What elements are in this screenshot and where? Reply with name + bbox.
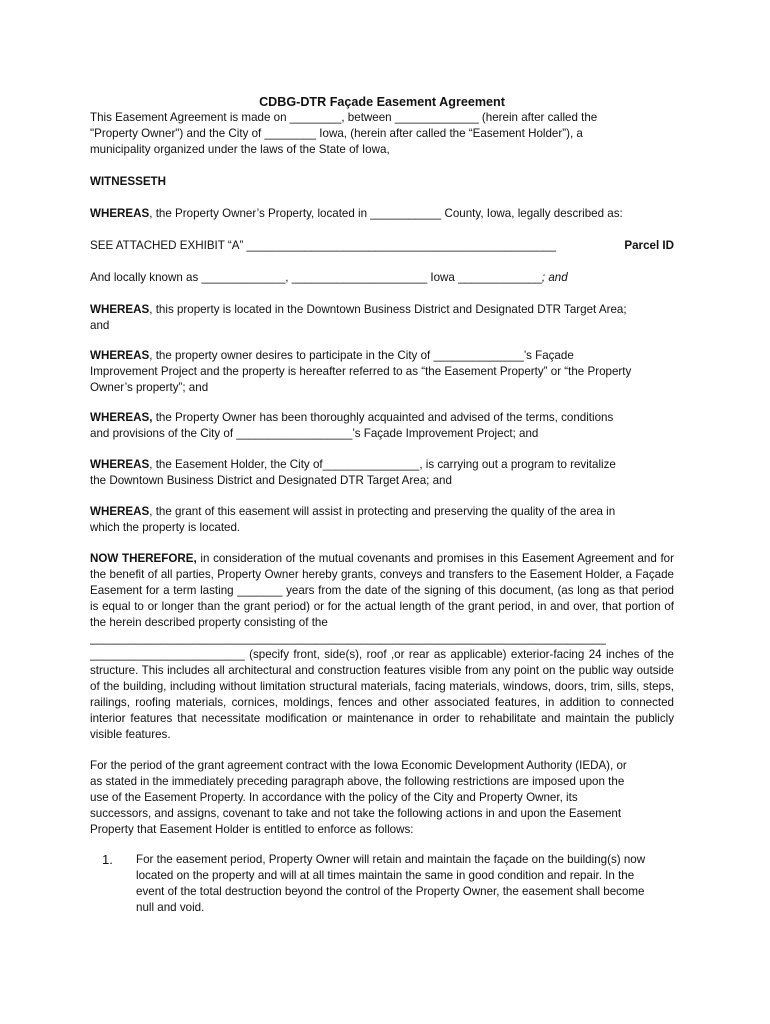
witnesseth-heading: WITNESSETH: [90, 175, 167, 188]
exhibit-line: [90, 238, 674, 254]
whereas-paragraph-4: WHEREAS, the Property Owner has been thoroughly acquainted and advised of the terms, conditions and provisions of the City of __________________’s Façade Improvement Project; and: [90, 411, 614, 440]
whereas-paragraph-3: WHEREAS, the property owner desires to participate in the City of ______________’s Façade Improvement Project and the property is hereafter referred to as “the Easement Property” or “the Property Owner’s property”; and: [90, 349, 632, 394]
intro-line: This Easement Agreement is made on ________, between _____________ (herein after called the: [90, 111, 598, 124]
whereas-paragraph-5: WHEREAS, the Easement Holder, the City of_______________, is carrying out a program to revitalize the Downtown Business District and Designated DTR Target Area; and: [90, 458, 616, 487]
now-therefore-label: NOW THEREFORE,: [90, 552, 197, 565]
intro-line: "Property Owner") and the City of ________ Iowa, (herein after called the “Easement Holder”), a: [90, 127, 583, 140]
blank-line: ________________________________________________________________________________: [90, 632, 606, 645]
whereas-label: WHEREAS: [90, 349, 150, 362]
document-title: CDBG-DTR Façade Easement Agreement: [259, 95, 505, 109]
list-number: 1.: [102, 852, 113, 867]
exhibit-text: SEE ATTACHED EXHIBIT “A” ________________________________________________: [90, 239, 557, 252]
intro-paragraph: [90, 110, 674, 158]
whereas-label: WHEREAS: [90, 303, 150, 316]
whereas-label: WHEREAS: [90, 207, 150, 220]
document-body: [90, 94, 674, 916]
grant-period-paragraph: For the period of the grant agreement contract with the Iowa Economic Development Authority (IEDA), or as stated in the immediately preceding paragraph above, the following restrictions are imposed upon the use of the Easement Property. In accordance with the policy of the City and Property Owner, its successors, and assigns, covenant to take and not take the following actions in and upon the Easement Property that Easement Holder is entitled to enforce as follows:: [90, 759, 627, 836]
parcel-id-label: Parcel ID: [624, 239, 674, 252]
whereas-paragraph-2: WHEREAS, this property is located in the Downtown Business District and Designated DTR Target Area; and: [90, 303, 627, 332]
list-item: For the easement period, Property Owner will retain and maintain the façade on the building(s) now located on the property and will at all times maintain the same in good condition and repair. In the event of the total destruction beyond the control of the Property Owner, the easement shall become null and void.: [136, 853, 646, 914]
whereas-paragraph-1: WHEREAS, the Property Owner’s Property, located in ___________ County, Iowa, legally described as:: [90, 207, 623, 220]
whereas-paragraph-6: WHEREAS, the grant of this easement will assist in protecting and preserving the quality of the area in which the property is located.: [90, 505, 616, 534]
numbered-list: [90, 852, 674, 916]
locally-known-line: And locally known as _____________, _____________________ Iowa _____________; and: [90, 271, 568, 284]
intro-line: municipality organized under the laws of the State of Iowa,: [90, 143, 390, 156]
whereas-label: WHEREAS: [90, 505, 150, 518]
specify-paragraph: ________________________ (specify front, side(s), roof ,or rear as applicable) exterior-facing 24 inches of the structure. This includes all architectural and construction features visible from any point on the public way outside of the building, including without limitation structural materials, facing materials, windows, doors, trim, sills, steps, railings, roofing materials, cornices, moldings, fences and other associated features, in addition to connected interior features that necessitate modification or maintenance in order to rehabilitate and maintain the publicly visible features.: [90, 648, 674, 741]
whereas-label: WHEREAS,: [90, 411, 153, 424]
now-therefore-paragraph: NOW THEREFORE, in consideration of the mutual covenants and promises in this Easement Agreement and for the benefit of all parties, Property Owner hereby grants, conveys and transfers to the Easement Holder, a Façade Easement for a term lasting _______ years from the date of the signing of this document, (as long as that period is equal to or longer than the grant period) or for the actual length of the grant period, in and over, that portion of the herein described property consisting of the: [90, 552, 674, 629]
whereas-label: WHEREAS: [90, 458, 150, 471]
